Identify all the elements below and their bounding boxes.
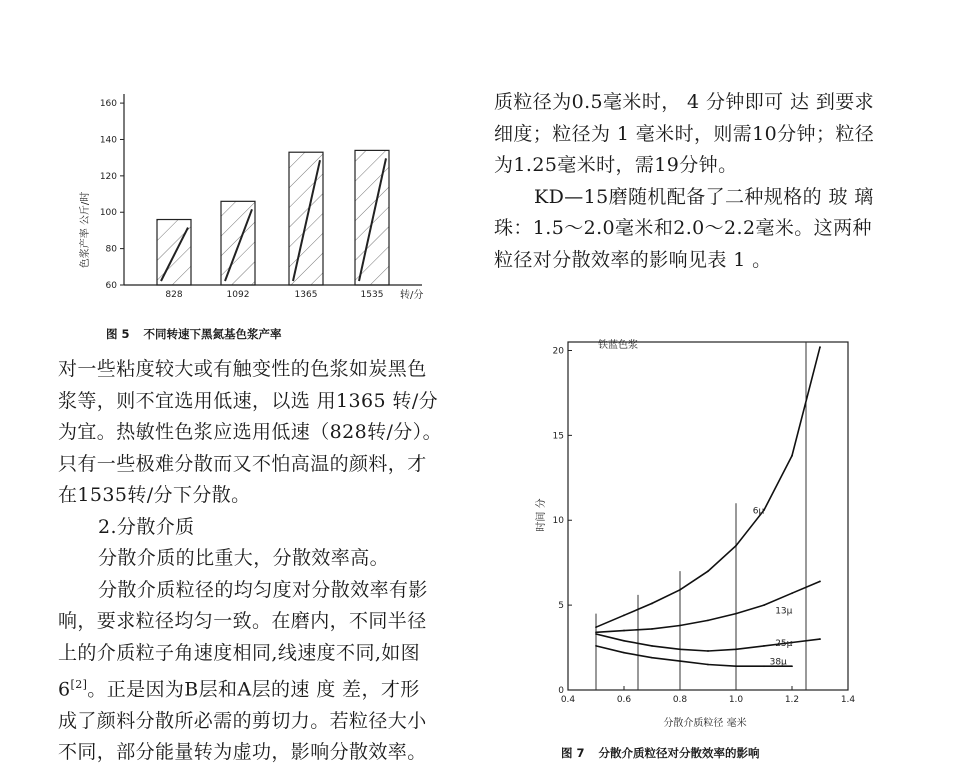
- fig7-data-point: [651, 645, 653, 647]
- fig7-data-point: [819, 580, 821, 582]
- fig7-data-point: [679, 660, 681, 662]
- fig7-data-point: [735, 545, 737, 547]
- fig7-x-axis-label: 分散介质粒径 毫米: [663, 718, 747, 729]
- fig7-x-tick-label: 0.4: [560, 695, 576, 705]
- fig7-data-point: [651, 628, 653, 630]
- fig7-caption-text: 分散介质粒径对分散效率的影响: [598, 746, 760, 760]
- fig7-data-point: [763, 604, 765, 606]
- fig7-data-point: [735, 665, 737, 667]
- fig5-caption: [106, 326, 282, 342]
- fig5-y-tick-label: 140: [99, 135, 117, 146]
- paragraph-line: 在1535转/分下分散。: [58, 484, 251, 506]
- fig7-caption-number: 图 7: [561, 746, 585, 760]
- fig7-data-point: [819, 638, 821, 640]
- paragraph-line: 对一些粘度较大或有触变性的色浆如炭黑色: [58, 358, 427, 380]
- fig7-x-tick-label: 1.0: [728, 695, 744, 705]
- fig7-data-point: [819, 346, 821, 348]
- paragraph-line: 粒径对分散效率的影响见表 1 。: [494, 248, 772, 271]
- fig7-series-label: 25μ: [775, 638, 793, 649]
- fig7-data-point: [623, 614, 625, 616]
- fig7-data-point: [623, 640, 625, 642]
- fig7-data-point: [595, 631, 597, 633]
- fig7-data-point: [763, 665, 765, 667]
- fig7-series-label: 38μ: [769, 657, 787, 668]
- fig7-data-point: [623, 630, 625, 632]
- paragraph-line: 分散介质的比重大，分散效率高。: [98, 547, 390, 569]
- fig5-bar: [157, 220, 191, 285]
- fig5-y-tick-label: 100: [99, 208, 117, 219]
- right-text-column: [494, 87, 904, 276]
- fig5-x-tick-label: 1092: [226, 290, 250, 300]
- fig7-legend-title: 铁蓝色浆: [598, 340, 638, 351]
- fig7-x-tick-label: 1.4: [840, 695, 856, 705]
- fig7-data-point: [707, 570, 709, 572]
- fig7-data-point: [651, 657, 653, 659]
- fig5-y-tick-label: 160: [99, 99, 117, 110]
- fig7-data-point: [735, 648, 737, 650]
- fig7-y-tick-label: 5: [558, 601, 564, 612]
- paragraph-line: [58, 669, 458, 706]
- fig7-y-tick-label: 0: [558, 686, 564, 696]
- paragraph-line: 分散介质粒径的均匀度对分散效率有影: [98, 578, 428, 601]
- paragraph-line: 为1.25毫米时，需19分钟。: [494, 154, 738, 176]
- fig7-data-point: [679, 589, 681, 591]
- fig7-x-tick-label: 0.6: [616, 695, 632, 705]
- fig7-data-point: [735, 613, 737, 615]
- fig7-data-point: [707, 650, 709, 652]
- left-text-column: [58, 354, 458, 769]
- fig7-data-point: [707, 664, 709, 666]
- fig5-y-tick-label: 60: [105, 281, 117, 291]
- fig7-y-tick-label: 20: [552, 346, 564, 357]
- line-chart-fig7: [520, 330, 870, 735]
- paragraph-text: 。正是因为B层和A层的速 度 差，才形: [87, 678, 420, 701]
- fig7-y-axis-label: 时间 分: [536, 498, 547, 532]
- paragraph-line: 只有一些极难分散而又不怕高温的颜料，才: [58, 452, 427, 475]
- fig5-y-axis-label: 色浆产率 公斤/时: [80, 191, 91, 269]
- paragraph-line: KD—15磨随机配备了二种规格的 玻 璃: [534, 185, 874, 208]
- fig7-series-line: [596, 347, 820, 627]
- fig7-data-point: [791, 455, 793, 457]
- fig7-data-point: [595, 645, 597, 647]
- fig7-data-point: [595, 626, 597, 628]
- fig7-data-point: [791, 665, 793, 667]
- fig7-caption: [561, 745, 760, 761]
- fig5-x-tick-label: 828: [165, 290, 183, 300]
- paragraph-line: 为宜。热敏性色浆应选用低速（828转/分）。: [58, 421, 442, 443]
- fig7-series-line: [596, 646, 792, 666]
- paragraph-line: 珠：1.5～2.0毫米和2.0～2.2毫米。这两种: [494, 217, 872, 239]
- citation-ref: [2]: [70, 678, 88, 691]
- bar-chart-fig5: [60, 80, 440, 320]
- fig7-x-tick-label: 0.8: [672, 695, 688, 705]
- fig5-y-tick-label: 120: [99, 171, 117, 182]
- fig7-y-tick-label: 10: [552, 516, 564, 527]
- fig7-data-point: [651, 603, 653, 605]
- fig7-data-point: [763, 645, 765, 647]
- fig7-data-point: [679, 648, 681, 650]
- paragraph-line: 细度；粒径为 1 毫米时，则需10分钟；粒径: [494, 122, 875, 145]
- paragraph-line: 上的介质粒子角速度相同,线速度不同,如图: [58, 641, 421, 664]
- paragraph-line: 响，要求粒径均匀一致。在磨内，不同半径: [58, 610, 427, 632]
- fig5-caption-text: 不同转速下黑氮基色浆产率: [143, 327, 282, 341]
- fig7-data-point: [707, 620, 709, 622]
- fig7-series-label: 13μ: [775, 606, 793, 617]
- fig7-data-point: [623, 652, 625, 654]
- fig7-y-tick-label: 15: [552, 431, 564, 442]
- figure-ref-number: 6: [58, 678, 71, 701]
- paragraph-line: 浆等，则不宜选用低速，以选 用1365 转/分: [58, 389, 439, 412]
- fig5-x-tick-label: 1365: [294, 290, 318, 300]
- fig5-x-tick-label: 1535: [360, 290, 384, 300]
- fig5-x-unit: 转/分: [400, 290, 424, 301]
- fig7-x-tick-label: 1.2: [784, 695, 800, 705]
- fig7-series-label: 6μ: [752, 506, 765, 517]
- paragraph-line: 成了颜料分散所必需的剪切力。若粒径大小: [58, 709, 427, 732]
- fig7-data-point: [679, 625, 681, 627]
- section-heading: 2.分散介质: [98, 515, 195, 538]
- fig5-caption-number: 图 5: [106, 327, 130, 341]
- fig5-y-tick-label: 80: [105, 244, 117, 255]
- fig7-data-point: [791, 592, 793, 594]
- fig7-data-point: [595, 633, 597, 635]
- paragraph-line: 不同，部分能量转为虚功，影响分散效率。: [58, 741, 427, 764]
- paragraph-line: 质粒径为0.5毫米时， 4 分钟即可 达 到要求: [494, 91, 875, 113]
